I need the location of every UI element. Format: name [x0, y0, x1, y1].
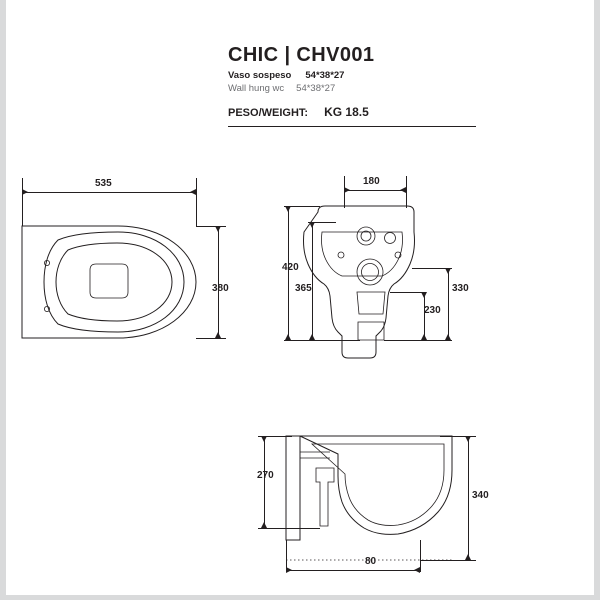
side-dim-340-line [468, 436, 469, 560]
side-dim-80-label: 80 [365, 556, 377, 567]
weight-label: PESO/WEIGHT: [228, 107, 309, 119]
front-dim-365-label: 365 [295, 283, 312, 294]
side-dim-80-ext-right [420, 540, 421, 572]
side-dim-80-arrow-right [414, 567, 420, 573]
front-dim-230-label: 230 [424, 305, 441, 316]
side-dim-270-line [264, 436, 265, 528]
side-dim-80-line [286, 570, 420, 571]
side-dim-270-label: 270 [257, 470, 274, 481]
top-dim-width-label: 535 [95, 178, 112, 189]
side-dim-80-arrow-left [286, 567, 292, 573]
top-dim-depth-label: 380 [212, 283, 229, 294]
side-dim-340-arrow-top [465, 436, 471, 442]
product-subtitle-en-text: Wall hung wc [228, 83, 285, 94]
product-subtitle-en-dims: 54*38*27 [296, 83, 336, 94]
front-dim-330-label: 330 [452, 283, 469, 294]
product-subtitle-it-text: Vaso sospeso [228, 70, 292, 81]
front-dim-180-label: 180 [363, 176, 380, 187]
side-dim-270-arrow-top [261, 436, 267, 442]
side-dim-340-arrow-bottom [465, 554, 471, 560]
side-dim-340-ext-bottom [420, 560, 476, 561]
front-dim-420-label: 420 [282, 262, 299, 273]
side-dim-270-ext-bottom [258, 528, 320, 529]
product-title: CHIC | CHV001 [228, 44, 375, 66]
side-dim-340-label: 340 [472, 490, 489, 501]
side-dim-270-arrow-bottom [261, 522, 267, 528]
weight-value: KG 18.5 [324, 105, 369, 119]
product-subtitle-it-dims: 54*38*27 [305, 70, 345, 81]
